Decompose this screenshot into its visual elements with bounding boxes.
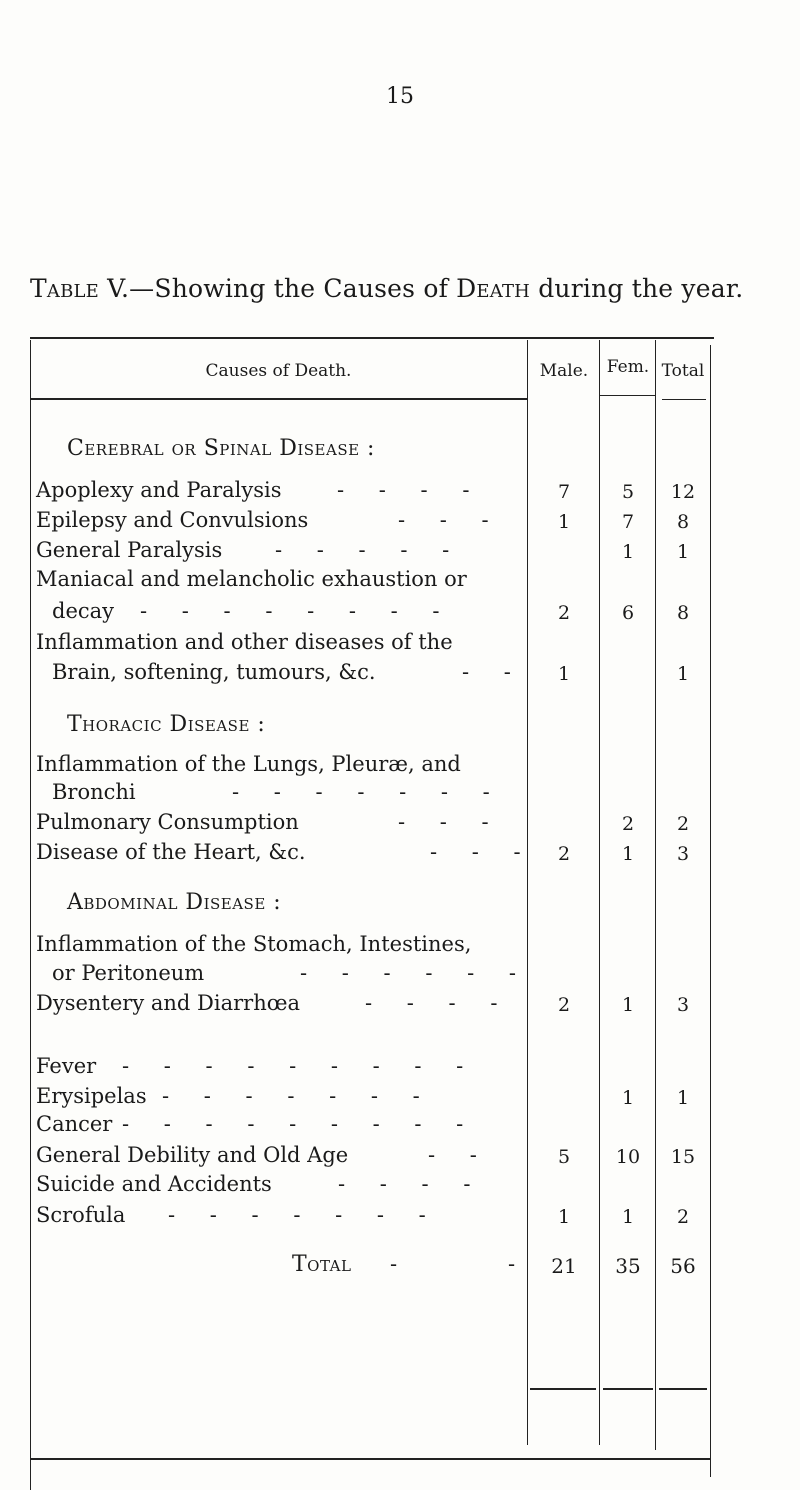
total-top-rule-male bbox=[530, 1388, 596, 1390]
cell-female: 2 bbox=[621, 813, 635, 835]
cell-total: 12 bbox=[670, 481, 696, 503]
table-row bbox=[36, 508, 308, 532]
table-top-rule bbox=[30, 337, 714, 339]
table-row bbox=[36, 567, 467, 591]
total-total: 56 bbox=[670, 1254, 696, 1278]
section-title: Thoracic Disease : bbox=[67, 712, 266, 737]
table-row bbox=[36, 810, 299, 834]
header-bottom-rule-causes bbox=[30, 398, 527, 400]
page-number: 15 bbox=[386, 84, 414, 109]
row-label-continued: Brain, softening, tumours, &c. bbox=[52, 660, 376, 684]
row-label: Inflammation and other diseases of the bbox=[36, 630, 453, 654]
cell-male: 2 bbox=[557, 994, 571, 1016]
cell-male: 2 bbox=[557, 843, 571, 865]
header-bottom-rule-fem bbox=[600, 395, 656, 396]
table-row bbox=[36, 991, 300, 1015]
row-label: Inflammation of the Stomach, Intestines, bbox=[36, 932, 472, 956]
row-label: Erysipelas bbox=[36, 1084, 147, 1108]
total-dash-2: - bbox=[508, 1252, 516, 1276]
header-male: Male. bbox=[539, 361, 589, 381]
cell-total: 2 bbox=[676, 813, 690, 835]
cell-male: 2 bbox=[557, 602, 571, 624]
row-label-continued: decay bbox=[52, 599, 115, 623]
row-label: Dysentery and Diarrhœa bbox=[36, 991, 300, 1015]
table-row bbox=[36, 1112, 112, 1136]
row-dashes: - - bbox=[462, 660, 525, 684]
row-label: Pulmonary Consumption bbox=[36, 810, 299, 834]
table-row bbox=[36, 1054, 96, 1078]
table-row bbox=[36, 630, 453, 654]
cell-male: 1 bbox=[557, 663, 571, 685]
cell-female: 1 bbox=[621, 843, 635, 865]
row-label: Epilepsy and Convulsions bbox=[36, 508, 309, 532]
row-label: Cancer bbox=[36, 1112, 113, 1136]
row-label: Scrofula bbox=[36, 1203, 126, 1227]
cell-male: 7 bbox=[557, 481, 571, 503]
cell-total: 3 bbox=[676, 994, 690, 1016]
cell-total: 1 bbox=[676, 663, 690, 685]
row-dashes: - - - bbox=[430, 840, 535, 864]
row-dashes: - - - bbox=[398, 508, 503, 532]
col-rule-left bbox=[30, 340, 31, 1490]
cell-female: 1 bbox=[621, 1087, 635, 1109]
caption-emph: Death bbox=[456, 274, 531, 303]
table-row bbox=[36, 478, 282, 502]
total-top-rule-fem bbox=[603, 1388, 653, 1390]
cell-total: 3 bbox=[676, 843, 690, 865]
row-dashes: - - - - - - bbox=[300, 961, 530, 985]
table-row bbox=[36, 1084, 147, 1108]
row-dashes: - - - - bbox=[337, 478, 484, 502]
row-label-continued: Bronchi bbox=[52, 780, 136, 804]
cell-total: 8 bbox=[676, 602, 690, 624]
cell-female: 7 bbox=[621, 511, 635, 533]
row-dashes: - - - bbox=[398, 810, 503, 834]
cell-female: 1 bbox=[621, 994, 635, 1016]
table-row bbox=[36, 1143, 348, 1167]
row-label: Apoplexy and Paralysis bbox=[36, 478, 282, 502]
cell-total: 1 bbox=[676, 1087, 690, 1109]
table-row bbox=[36, 1203, 125, 1227]
row-label: General Paralysis bbox=[36, 538, 223, 562]
row-label: Suicide and Accidents bbox=[36, 1172, 272, 1196]
row-dashes: - - - - bbox=[365, 991, 512, 1015]
header-bottom-rule-total bbox=[662, 399, 706, 400]
cell-female: 1 bbox=[621, 541, 635, 563]
row-label: General Debility and Old Age bbox=[36, 1143, 349, 1167]
cell-male: 5 bbox=[557, 1146, 571, 1168]
total-dash-1: - bbox=[390, 1252, 398, 1276]
row-dashes: - - - - - - - bbox=[162, 1084, 434, 1108]
row-dashes: - - - - - - - - - bbox=[122, 1054, 478, 1078]
section-title: Cerebral or Spinal Disease : bbox=[67, 436, 375, 461]
row-dashes: - - - - - bbox=[275, 538, 464, 562]
col-rule-right bbox=[710, 345, 711, 1477]
cell-female: 5 bbox=[621, 481, 635, 503]
header-causes: Causes of Death. bbox=[205, 361, 352, 381]
table-row bbox=[36, 752, 461, 776]
table-row bbox=[36, 538, 222, 562]
caption-text: —Showing the Causes of bbox=[129, 274, 457, 303]
header-female: Fem. bbox=[606, 357, 650, 377]
caption-suffix: during the year. bbox=[530, 274, 744, 303]
total-male: 21 bbox=[551, 1254, 577, 1278]
col-rule-total bbox=[655, 340, 656, 1450]
cell-female: 1 bbox=[621, 1206, 635, 1228]
table-row bbox=[36, 840, 306, 864]
table-row bbox=[36, 932, 471, 956]
col-rule-fem bbox=[599, 340, 600, 1445]
col-rule-male bbox=[527, 340, 528, 1445]
row-label: Fever bbox=[36, 1054, 97, 1078]
cell-female: 6 bbox=[621, 602, 635, 624]
cell-total: 2 bbox=[676, 1206, 690, 1228]
row-label-continued: or Peritoneum bbox=[52, 961, 205, 985]
total-label: Total bbox=[292, 1252, 352, 1277]
row-dashes: - - - - - - - bbox=[232, 780, 504, 804]
row-dashes: - - - - - - - bbox=[168, 1203, 440, 1227]
cell-male: 1 bbox=[557, 1206, 571, 1228]
row-label: Inflammation of the Lungs, Pleuræ, and bbox=[36, 752, 461, 776]
row-label: Disease of the Heart, &c. bbox=[36, 840, 306, 864]
total-female: 35 bbox=[615, 1254, 641, 1278]
cell-total: 8 bbox=[676, 511, 690, 533]
table-row bbox=[36, 1172, 272, 1196]
table-bottom-rule bbox=[30, 1458, 710, 1460]
cell-total: 15 bbox=[670, 1146, 696, 1168]
cell-male: 1 bbox=[557, 511, 571, 533]
cell-female: 10 bbox=[615, 1146, 641, 1168]
row-dashes: - - - - - - - - - bbox=[122, 1112, 478, 1136]
cell-total: 1 bbox=[676, 541, 690, 563]
caption-prefix: Table V. bbox=[30, 274, 130, 303]
total-top-rule-total bbox=[659, 1388, 707, 1390]
row-label: Maniacal and melancholic exhaustion or bbox=[36, 567, 467, 591]
row-dashes: - - bbox=[428, 1143, 491, 1167]
section-title: Abdominal Disease : bbox=[67, 890, 282, 915]
row-dashes: - - - - - - - - bbox=[140, 599, 454, 623]
header-total: Total bbox=[661, 361, 705, 381]
table-caption bbox=[30, 274, 743, 303]
row-dashes: - - - - bbox=[338, 1172, 485, 1196]
